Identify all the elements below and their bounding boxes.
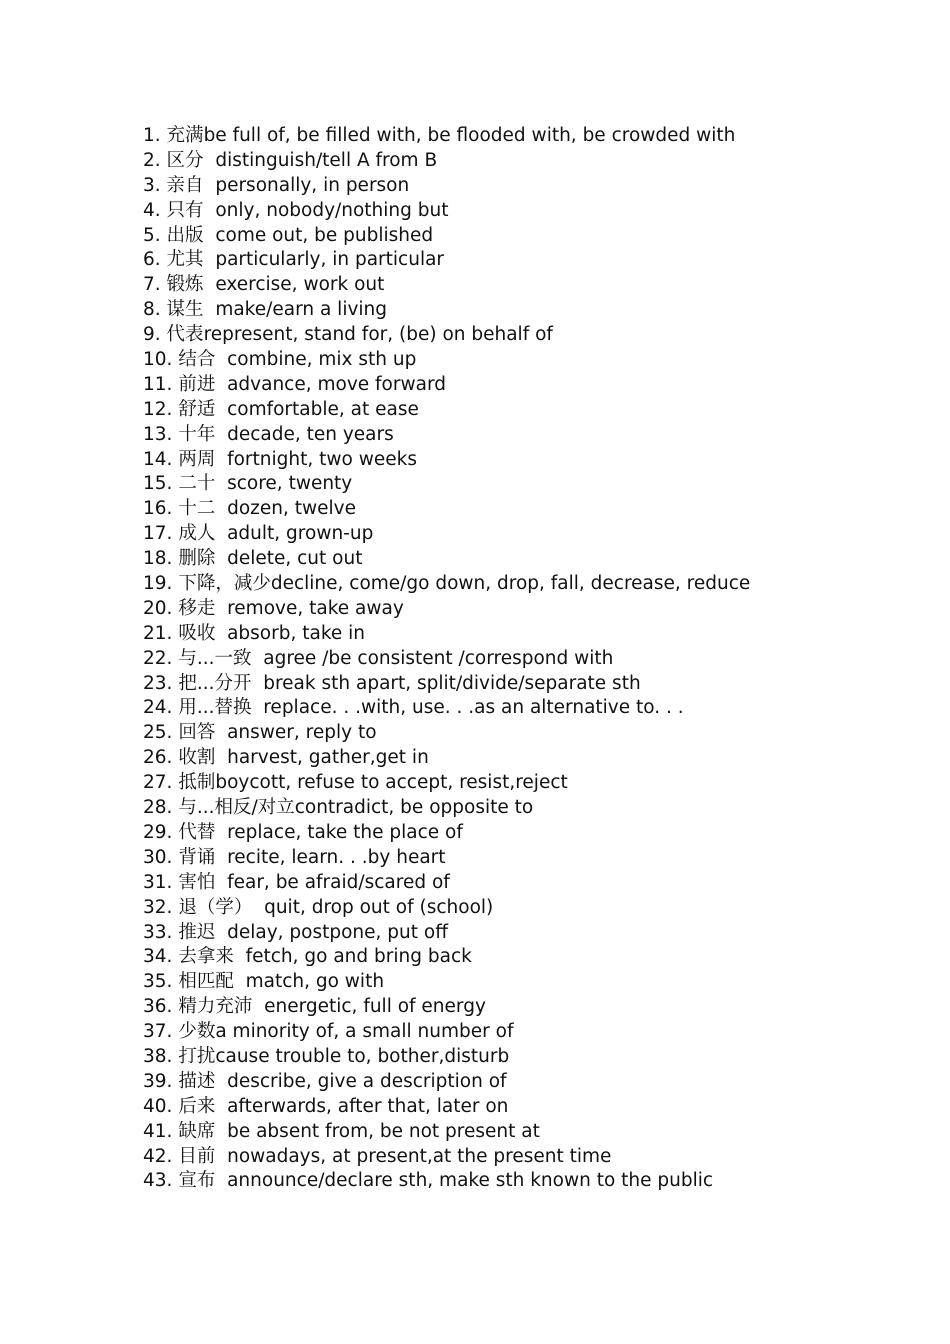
entry-chinese-term: 区分 [166,149,204,171]
entry-chinese-term: 用...替换 [178,697,252,719]
entry-separator [215,847,227,868]
entry-english-phrases: absorb, take in [227,622,366,644]
entry-separator [234,946,246,967]
vocabulary-entry [143,821,750,846]
entry-chinese-term: 抵制 [178,772,216,794]
vocabulary-entry [143,995,750,1020]
entry-separator [215,349,227,370]
entry-number: 2. [143,149,161,171]
entry-separator [215,872,227,893]
entry-separator [215,922,227,943]
entry-chinese-term: 亲自 [166,174,204,196]
entry-english-phrases: be full of, be filled with, be flooded with, be crowded with [203,125,736,146]
entry-number: 11. [143,373,173,395]
entry-separator [251,673,263,694]
entry-number: 12. [143,398,173,420]
vocabulary-entry [143,448,750,473]
entry-number: 10. [143,349,173,371]
entry-chinese-term: 与...相反/对立 [178,797,295,819]
entry-chinese-term: 十年 [178,423,216,445]
entry-separator [215,548,227,569]
vocabulary-entry [143,298,750,323]
vocabulary-entry [143,771,750,796]
entry-english-phrases: decade, ten years [227,423,394,445]
entry-chinese-term: 少数 [178,1021,216,1043]
entry-number: 39. [143,1070,173,1092]
vocabulary-entry [143,1095,750,1120]
entry-chinese-term: 成人 [178,523,216,545]
entry-chinese-term: 宣布 [178,1170,216,1192]
entry-separator [215,1096,227,1117]
entry-number: 8. [143,299,161,321]
entry-chinese-term: 去拿来 [178,946,234,968]
entry-separator [204,200,216,221]
entry-number: 22. [143,647,173,669]
vocabulary-entry [143,846,750,871]
vocabulary-entry [143,398,750,423]
vocabulary-entry [143,323,750,348]
entry-english-phrases: break sth apart, split/divide/separate sth [263,672,641,694]
entry-separator [251,648,263,669]
entry-english-phrases: afterwards, after that, later on [227,1095,509,1117]
entry-english-phrases: recite, learn. . .by heart [227,846,446,868]
entry-chinese-term: 只有 [166,199,204,221]
entry-separator [215,747,227,768]
entry-separator [252,996,264,1017]
entry-number: 13. [143,423,173,445]
entry-chinese-term: 前进 [178,373,216,395]
entry-number: 33. [143,921,173,943]
entry-number: 7. [143,274,161,296]
vocabulary-list [143,124,750,1194]
vocabulary-entry [143,224,750,249]
entry-chinese-term: 舒适 [178,398,216,420]
entry-chinese-term: 描述 [178,1070,216,1092]
entry-chinese-term: 删除 [178,548,216,570]
entry-separator [251,697,263,718]
entry-english-phrases: exercise, work out [215,274,385,296]
entry-chinese-term: 代替 [178,821,216,843]
entry-number: 30. [143,846,173,868]
vocabulary-entry [143,423,750,448]
entry-chinese-term: 下降，减少 [178,573,271,595]
entry-separator [215,1146,227,1167]
vocabulary-entry [143,672,750,697]
entry-english-phrases: announce/declare sth, make sth known to the public [227,1170,714,1192]
entry-english-phrases: be absent from, be not present at [227,1120,540,1142]
entry-separator [215,722,227,743]
vocabulary-entry [143,896,750,921]
entry-english-phrases: advance, move forward [227,373,446,395]
entry-separator [215,399,227,420]
vocabulary-entry [143,921,750,946]
entry-chinese-term: 吸收 [178,622,216,644]
entry-number: 1. [143,125,161,146]
entry-number: 20. [143,597,173,619]
entry-chinese-term: 尤其 [166,249,204,271]
vocabulary-entry [143,248,750,273]
entry-number: 27. [143,772,173,794]
entry-english-phrases: delay, postpone, put off [227,921,448,943]
entry-number: 29. [143,821,173,843]
entry-number: 5. [143,224,161,246]
entry-chinese-term: 移走 [178,597,216,619]
entry-english-phrases: agree /be consistent /correspond with [263,647,614,669]
entry-chinese-term: 出版 [166,224,204,246]
entry-english-phrases: cause trouble to, bother,disturb [215,1045,510,1067]
vocabulary-entry [143,597,750,622]
entry-number: 9. [143,324,161,346]
entry-number: 37. [143,1021,173,1043]
entry-english-phrases: describe, give a description of [227,1070,507,1092]
entry-number: 41. [143,1120,173,1142]
entry-number: 24. [143,697,173,719]
vocabulary-entry [143,497,750,522]
vocabulary-entry [143,796,750,821]
entry-number: 34. [143,946,173,968]
entry-english-phrases: delete, cut out [227,548,363,570]
entry-english-phrases: fortnight, two weeks [227,448,417,470]
entry-chinese-term: 害怕 [178,871,216,893]
entry-english-phrases: adult, grown-up [227,523,374,545]
entry-chinese-term: 后来 [178,1095,216,1117]
entry-chinese-term: 收割 [178,747,216,769]
entry-number: 25. [143,722,173,744]
entry-separator [252,897,264,918]
entry-english-phrases: contradict, be opposite to [294,797,534,819]
vocabulary-entry [143,945,750,970]
vocabulary-entry [143,871,750,896]
entry-english-phrases: decline, come/go down, drop, fall, decrease, reduce [270,573,751,595]
entry-english-phrases: fetch, go and bring back [245,946,472,968]
entry-number: 18. [143,548,173,570]
entry-number: 36. [143,996,173,1018]
entry-separator [215,498,227,519]
entry-chinese-term: 锻炼 [166,274,204,296]
entry-number: 23. [143,672,173,694]
entry-chinese-term: 充满 [166,125,204,146]
entry-separator [204,175,216,196]
entry-number: 6. [143,249,161,271]
vocabulary-entry [143,622,750,647]
entry-english-phrases: particularly, in particular [215,249,445,271]
entry-english-phrases: combine, mix sth up [227,349,417,371]
entry-english-phrases: match, go with [245,971,385,993]
entry-chinese-term: 与...一致 [178,647,252,669]
entry-english-phrases: boycott, refuse to accept, resist,reject [215,772,568,794]
vocabulary-entry [143,1045,750,1070]
entry-number: 26. [143,747,173,769]
entry-chinese-term: 把...分开 [178,672,252,694]
entry-separator [215,822,227,843]
vocabulary-entry [143,572,750,597]
entry-separator [215,523,227,544]
entry-separator [215,1121,227,1142]
entry-chinese-term: 十二 [178,498,216,520]
entry-separator [215,374,227,395]
entry-number: 40. [143,1095,173,1117]
vocabulary-entry [143,199,750,224]
vocabulary-entry [143,149,750,174]
vocabulary-entry [143,547,750,572]
entry-english-phrases: energetic, full of energy [264,996,486,1018]
entry-separator [215,598,227,619]
entry-chinese-term: 退（学） [178,896,253,918]
vocabulary-entry [143,273,750,298]
entry-number: 43. [143,1170,173,1192]
entry-number: 35. [143,971,173,993]
vocabulary-entry [143,124,750,149]
entry-chinese-term: 回答 [178,722,216,744]
entry-english-phrases: fear, be afraid/scared of [227,871,450,893]
entry-chinese-term: 结合 [178,349,216,371]
vocabulary-entry [143,1020,750,1045]
entry-english-phrases: harvest, gather,get in [227,747,429,769]
entry-number: 42. [143,1145,173,1167]
entry-english-phrases: nowadays, at present,at the present time [227,1145,612,1167]
entry-english-phrases: replace, take the place of [227,821,463,843]
entry-chinese-term: 二十 [178,473,216,495]
entry-separator [204,150,216,171]
entry-number: 19. [143,573,173,595]
entry-number: 32. [143,896,173,918]
entry-english-phrases: replace. . .with, use. . .as an alternative to. . . [263,697,684,719]
vocabulary-entry [143,522,750,547]
vocabulary-entry [143,174,750,199]
vocabulary-entry [143,696,750,721]
vocabulary-entry [143,647,750,672]
entry-separator [215,473,227,494]
entry-separator [204,225,216,246]
vocabulary-entry [143,746,750,771]
entry-english-phrases: quit, drop out of (school) [264,896,494,918]
entry-number: 15. [143,473,173,495]
vocabulary-entry [143,373,750,398]
entry-english-phrases: dozen, twelve [227,498,356,520]
vocabulary-entry [143,1070,750,1095]
entry-separator [234,971,246,992]
entry-chinese-term: 推迟 [178,921,216,943]
vocabulary-entry [143,348,750,373]
vocabulary-entry [143,970,750,995]
vocabulary-entry [143,1145,750,1170]
entry-number: 3. [143,174,161,196]
entry-separator [215,1170,227,1191]
entry-chinese-term: 精力充沛 [178,996,253,1018]
entry-number: 16. [143,498,173,520]
entry-english-phrases: only, nobody/nothing but [215,199,449,221]
entry-separator [215,449,227,470]
entry-english-phrases: distinguish/tell A from B [215,149,438,171]
entry-number: 31. [143,871,173,893]
vocabulary-entry [143,1120,750,1145]
entry-separator [215,623,227,644]
entry-chinese-term: 谋生 [166,299,204,321]
entry-chinese-term: 打扰 [178,1045,216,1067]
entry-number: 14. [143,448,173,470]
entry-chinese-term: 代表 [166,324,204,346]
entry-english-phrases: comfortable, at ease [227,398,419,420]
entry-chinese-term: 目前 [178,1145,216,1167]
entry-english-phrases: personally, in person [215,174,410,196]
entry-number: 28. [143,797,173,819]
entry-english-phrases: make/earn a living [215,299,388,321]
entry-separator [215,1071,227,1092]
entry-number: 21. [143,622,173,644]
entry-separator [204,249,216,270]
entry-chinese-term: 两周 [178,448,216,470]
entry-chinese-term: 相匹配 [178,971,234,993]
entry-english-phrases: score, twenty [227,473,353,495]
entry-english-phrases: a minority of, a small number of [215,1021,514,1043]
vocabulary-entry [143,472,750,497]
entry-english-phrases: represent, stand for, (be) on behalf of [203,324,553,346]
entry-english-phrases: remove, take away [227,597,404,619]
entry-chinese-term: 缺席 [178,1120,216,1142]
entry-separator [204,274,216,295]
vocabulary-entry [143,1169,750,1194]
entry-number: 17. [143,523,173,545]
entry-english-phrases: answer, reply to [227,722,377,744]
entry-separator [204,299,216,320]
entry-number: 38. [143,1045,173,1067]
entry-separator [215,424,227,445]
vocabulary-entry [143,721,750,746]
entry-number: 4. [143,199,161,221]
entry-english-phrases: come out, be published [215,224,434,246]
entry-chinese-term: 背诵 [178,846,216,868]
